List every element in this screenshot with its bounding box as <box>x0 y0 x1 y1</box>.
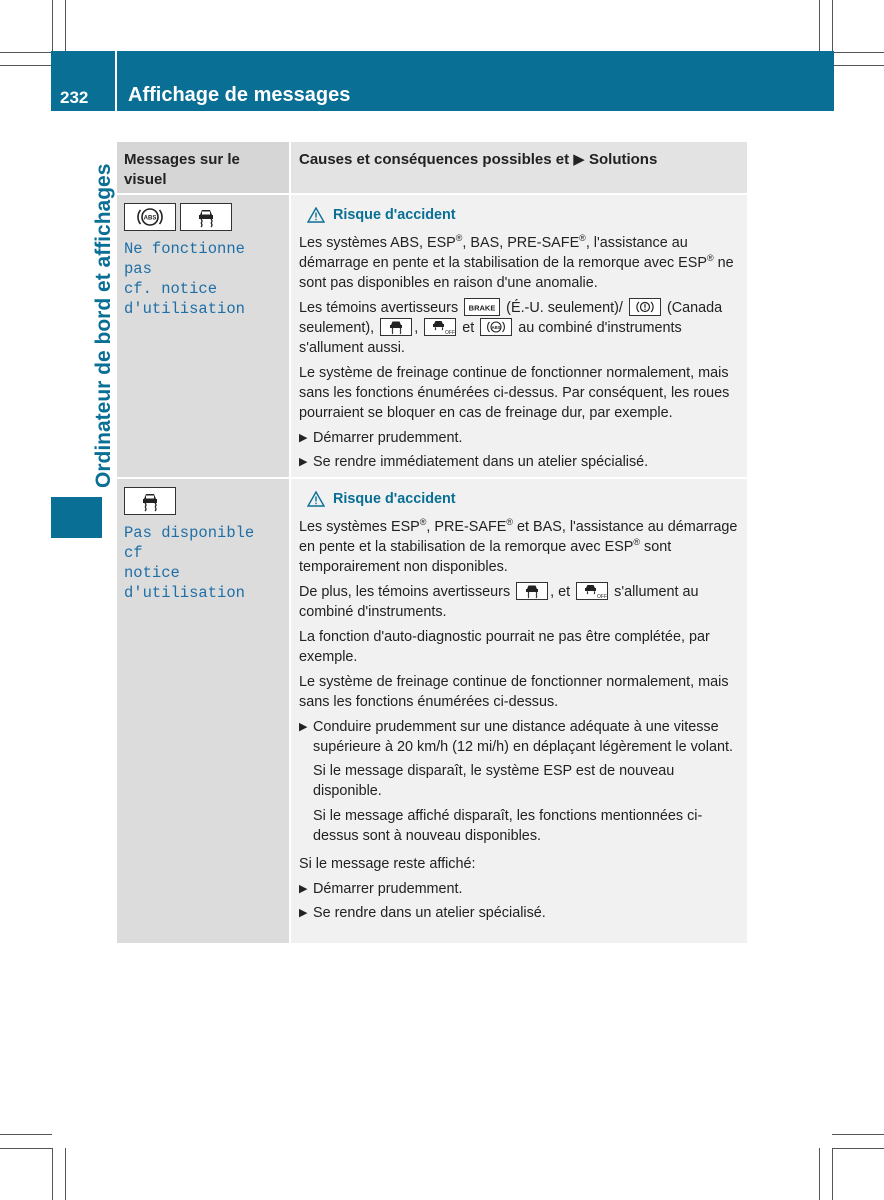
crop-mark <box>832 65 884 66</box>
arrow-bullet-icon: ▶ <box>299 883 308 895</box>
paragraph: Si le message affiché disparaît, les fonctions mentionnées ci-dessus sont à nouveau disponibles. <box>313 808 703 844</box>
display-line: Pas disponible cf <box>124 524 255 562</box>
risk-label: Risque d'accident <box>333 491 456 507</box>
display-line: notice <box>124 564 180 582</box>
arrow-bullet-icon: ▶ <box>299 456 308 468</box>
svg-text:OFF: OFF <box>597 594 608 600</box>
table-row <box>117 479 747 943</box>
display-message <box>124 239 282 319</box>
paragraph: Le système de freinage continue de fonctionner normalement, mais sans les fonctions énumérées ci-dessus. <box>299 674 729 710</box>
solution-item: ▶ Démarrer prudemment. <box>299 430 463 446</box>
crop-mark <box>832 1148 884 1149</box>
paragraph: La fonction d'auto-diagnostic pourrait ne pas être complétée, par exemple. <box>299 629 710 665</box>
brake-circle-icon <box>629 298 661 316</box>
paragraph: Les témoins avertisseurs BRAKE (É.-U. seulement)/ (Canada seulement), , OFF et ABS au combiné d'instruments s'allument aussi. <box>299 300 723 356</box>
crop-mark <box>832 1134 884 1135</box>
arrow-bullet-icon: ▶ <box>299 721 308 733</box>
svg-text:OFF: OFF <box>445 330 456 336</box>
crop-mark <box>52 0 53 52</box>
page-title: Affichage de messages <box>128 84 351 106</box>
crop-mark <box>65 0 66 52</box>
risk-label: Risque d'accident <box>333 207 456 223</box>
crop-mark <box>65 1148 66 1200</box>
abs-warning-icon <box>480 318 512 336</box>
risk-warning <box>307 205 739 225</box>
arrow-bullet-icon: ▶ <box>299 907 308 919</box>
side-chapter-tab <box>51 497 102 538</box>
risk-warning <box>307 489 739 509</box>
side-chapter-title: Ordinateur de bord et affichages <box>92 163 115 488</box>
causes-cell <box>291 479 747 943</box>
header-divider <box>115 51 117 111</box>
messages-table <box>117 142 747 943</box>
solution-item: ▶ Démarrer prudemment. <box>299 881 463 897</box>
paragraph: De plus, les témoins avertisseurs , et OFF s'allument au combiné d'instruments. <box>299 584 699 620</box>
crop-mark <box>819 0 820 52</box>
crop-mark <box>0 65 52 66</box>
column-header-causes: Causes et conséquences possibles et ▶ Solutions <box>291 142 747 193</box>
solution-item: ▶ Se rendre immédiatement dans un atelier spécialisé. <box>299 454 649 470</box>
esp-skid-icon <box>124 487 176 515</box>
crop-mark <box>0 1148 52 1149</box>
crop-mark <box>832 0 833 52</box>
esp-off-icon <box>424 318 456 336</box>
paragraph: Les systèmes ESP®, PRE-SAFE® et BAS, l'assistance au démarrage en pente et la stabilisation de la remorque avec ESP® sont temporairement non disponibles. <box>299 517 738 575</box>
paragraph: Le système de freinage continue de fonctionner normalement, mais sans les fonctions énumérées ci-dessus. Par conséquent, les roues pourraient se bloquer en cas de freinage dur, par exemple. <box>299 365 730 421</box>
column-header-messages: Messages sur le visuel <box>117 142 289 193</box>
esp-off-icon <box>576 582 608 600</box>
table-row <box>117 195 747 479</box>
crop-mark <box>819 1148 820 1200</box>
crop-mark <box>832 1148 833 1200</box>
display-line: Ne fonctionne pas <box>124 240 245 278</box>
display-line: cf. notice <box>124 280 218 298</box>
display-cell <box>117 195 289 477</box>
svg-text:ABS: ABS <box>143 215 157 222</box>
esp-skid-icon <box>180 203 232 231</box>
table-header <box>117 142 747 195</box>
abs-warning-icon <box>124 203 176 231</box>
display-line: d'utilisation <box>124 300 245 318</box>
solution-item: ▶ Conduire prudemment sur une distance adéquate à une vitesse supérieure à 20 km/h (12 mi/h) en déplaçant légèrement le volant. <box>299 719 733 755</box>
crop-mark <box>0 52 52 53</box>
causes-cell <box>291 195 747 477</box>
warning-triangle-icon <box>307 207 325 223</box>
display-cell <box>117 479 289 943</box>
paragraph: Si le message reste affiché: <box>299 856 476 872</box>
paragraph: Les systèmes ABS, ESP®, BAS, PRE-SAFE®, l'assistance au démarrage en pente et la stabilisation de la remorque avec ESP® ne sont pas disponibles en raison d'une anomalie. <box>299 233 734 291</box>
esp-skid-icon <box>380 318 412 336</box>
brake-warning-icon <box>464 298 500 316</box>
svg-text:BRAKE: BRAKE <box>468 303 496 313</box>
page-number: 232 <box>60 88 89 107</box>
paragraph: Si le message disparaît, le système ESP est de nouveau disponible. <box>313 763 675 799</box>
crop-mark <box>0 1134 52 1135</box>
crop-mark <box>52 1148 53 1200</box>
warning-triangle-icon <box>307 491 325 507</box>
svg-text:ABS: ABS <box>491 325 501 331</box>
crop-mark <box>832 52 884 53</box>
esp-skid-icon <box>516 582 548 600</box>
display-message <box>124 523 282 603</box>
arrow-bullet-icon: ▶ <box>299 432 308 444</box>
solution-item: ▶ Se rendre dans un atelier spécialisé. <box>299 905 546 921</box>
display-line: d'utilisation <box>124 584 245 602</box>
